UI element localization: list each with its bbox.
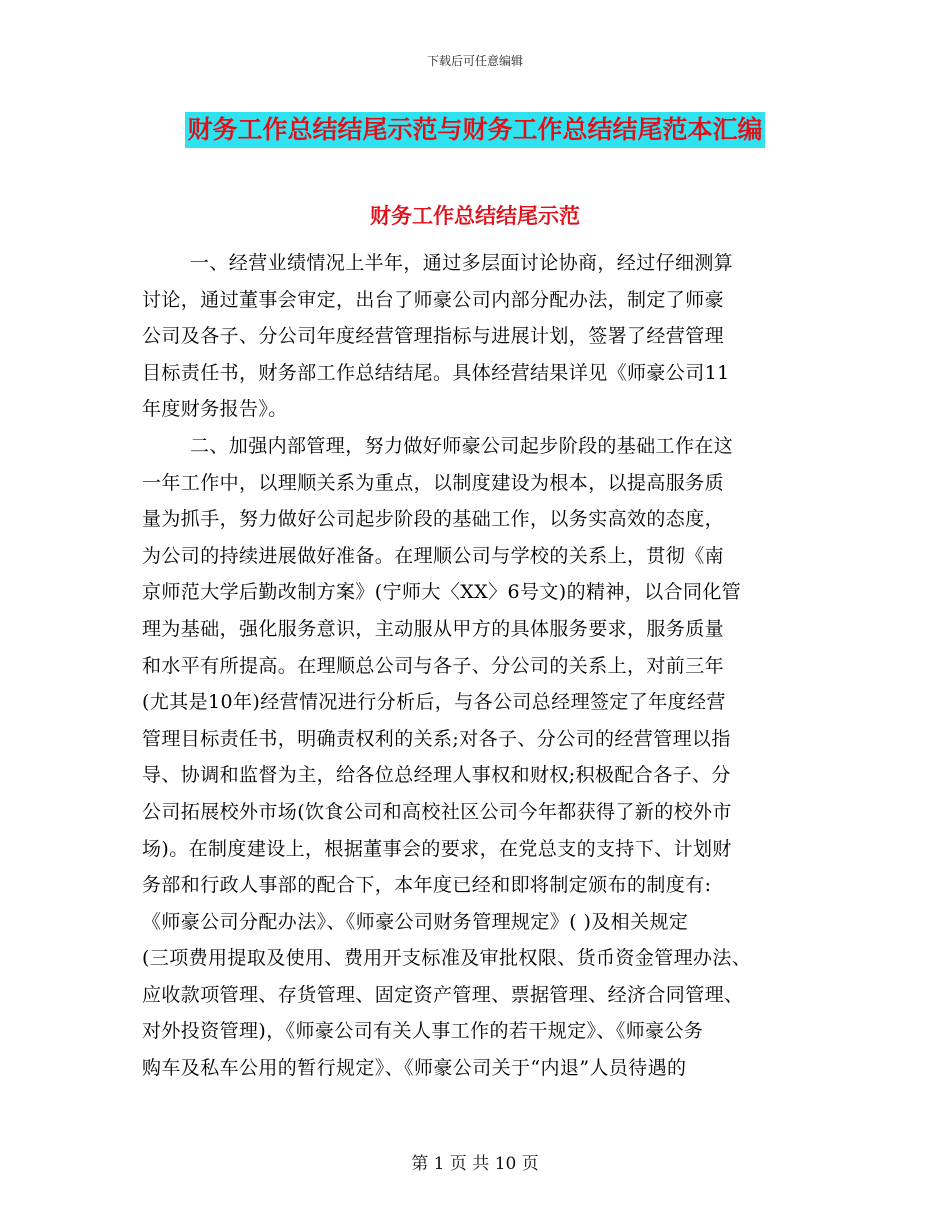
body-line: (三项费用提取及使用、费用开支标准及审批权限、货币资金管理办法、 [142, 947, 752, 970]
body-line: 年度财务报告》。 [142, 398, 288, 421]
page-header-note: 下载后可任意编辑 [426, 54, 523, 68]
body-line: 目标责任书，财务部工作总结结尾。具体经营结果详见《师豪公司11 [142, 361, 730, 384]
body-line: 《师豪公司分配办法》、《师豪公司财务管理规定》( )及相关规定 [142, 910, 689, 933]
body-line: 讨论，通过董事会审定，出台了师豪公司内部分配办法，制定了师豪 [142, 288, 725, 311]
body-line: 量为抓手，努力做好公司起步阶段的基础工作，以务实高效的态度， [142, 508, 725, 531]
main-title-container [0, 112, 950, 148]
document-body [142, 245, 822, 1087]
document-main-title: 财务工作总结结尾示范与财务工作总结结尾范本汇编 [185, 112, 764, 148]
body-line: 管理目标责任书，明确责权利的关系;对各子、分公司的经营管理以指 [142, 727, 731, 750]
body-line: 应收款项管理、存货管理、固定资产管理、票据管理、经济合同管理、 [142, 983, 744, 1006]
body-line: 京师范大学后勤改制方案》(宁师大〈XX〉6号文)的精神，以合同化管 [142, 581, 742, 604]
page-number-footer: 第 1 页 共 10 页 [411, 1154, 539, 1174]
section-title: 财务工作总结结尾示范 [370, 204, 580, 228]
body-line: 导、协调和监督为主，给各位总经理人事权和财权;积极配合各子、分 [142, 764, 731, 787]
body-line: 场)。在制度建设上，根据董事会的要求，在党总支的支持下、计划财 [142, 837, 732, 860]
body-line: 对外投资管理)，《师豪公司有关人事工作的若干规定》、《师豪公务 [142, 1020, 704, 1043]
body-line: 务部和行政人事部的配合下，本年度已经和即将制定颁布的制度有: [142, 874, 712, 897]
body-line: 理为基础，强化服务意识，主动服从甲方的具体服务要求，服务质量 [142, 617, 725, 640]
body-line: 公司拓展校外市场(饮食公司和高校社区公司今年都获得了新的校外市 [142, 800, 732, 823]
body-line: 一年工作中，以理顺关系为重点，以制度建设为根本，以提高服务质 [142, 471, 725, 494]
body-line: 二、加强内部管理，努力做好师豪公司起步阶段的基础工作在这 [190, 434, 734, 457]
body-line: (尤其是10年)经营情况进行分析后，与各公司总经理签定了年度经营 [142, 691, 726, 714]
body-line: 一、经营业绩情况上半年，通过多层面讨论协商，经过仔细测算 [190, 252, 734, 274]
body-line: 公司及各子、分公司年度经营管理指标与进展计划，签署了经营管理 [142, 325, 725, 348]
body-line: 和水平有所提高。在理顺总公司与各子、分公司的关系上，对前三年 [142, 654, 725, 677]
body-line: 为公司的持续进展做好准备。在理顺公司与学校的关系上，贯彻《南 [142, 544, 725, 567]
body-line: 购车及私车公用的暂行规定》、《师豪公司关于“内退”人员待遇的 [142, 1057, 687, 1080]
